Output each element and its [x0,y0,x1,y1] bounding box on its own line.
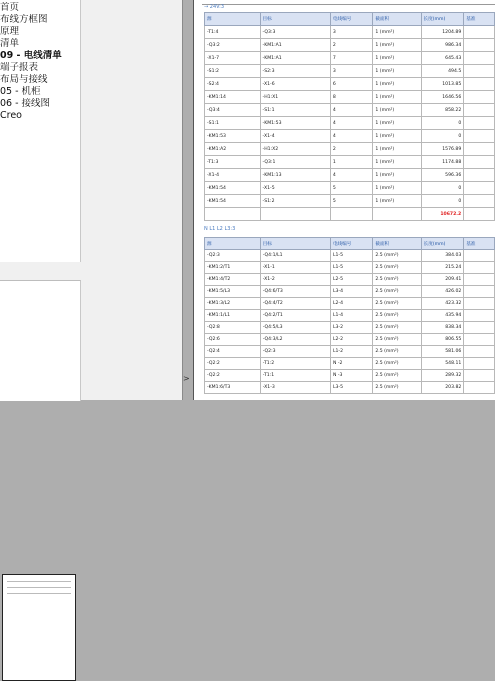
table-row [205,195,495,208]
table-cell: 423.32 [421,298,464,310]
table-cell: 1 [330,156,373,169]
table1-label: → 24V:3 [204,4,225,10]
table-cell: -T1:3 [205,156,261,169]
table-cell: 596.36 [421,169,464,182]
table-row [205,104,495,117]
page-header-line [202,0,495,5]
table-row [205,117,495,130]
expand-arrow-icon[interactable]: > [183,374,190,383]
tree-view [0,0,81,262]
table-cell: L2-4 [330,298,372,310]
table-cell: -Q2:3 [260,346,330,358]
tree-item[interactable]: 布局与接线 [0,74,48,85]
table-cell: 4 [330,169,373,182]
table-header-row [205,13,495,26]
table-cell [205,208,261,221]
table-cell: 4 [330,104,373,117]
table-cell: L1-5 [330,250,372,262]
table-cell: 2 [330,143,373,156]
table-cell: 806.55 [421,334,464,346]
table-cell: -S1:1 [205,117,261,130]
table-cell: 838.34 [421,322,464,334]
tree-item[interactable]: 06 - 接线图 [0,98,51,109]
table-cell: L1-2 [330,346,372,358]
column-header: 长度(mm) [421,238,464,250]
table-cell: 5 [330,182,373,195]
wire-table-power [204,237,495,394]
column-header: 目标 [260,13,330,26]
table-cell: -Q2:4 [205,346,261,358]
table-cell: N -2 [330,358,372,370]
table-cell: 209.41 [421,274,464,286]
table-row [205,310,495,322]
table-cell [464,286,495,298]
table-cell [464,104,495,117]
table-cell [464,358,495,370]
table-cell [464,169,495,182]
table-row [205,286,495,298]
table-cell [464,130,495,143]
table-cell: -KM1:2/T1 [205,262,261,274]
table-cell: 581.06 [421,346,464,358]
thumbnail-line [7,587,71,588]
table-cell [464,117,495,130]
table-cell: 0 [421,117,464,130]
table-cell: 1 (mm²) [373,39,421,52]
table-cell: 0 [421,130,464,143]
table-cell: L2-5 [330,274,372,286]
table-cell [464,346,495,358]
table-row [205,346,495,358]
table-cell: 7 [330,52,373,65]
table-cell [464,208,495,221]
table-cell: 2.5 (mm²) [373,274,421,286]
table-cell: -H1:X1 [260,91,330,104]
table-cell [373,208,421,221]
table-cell: 426.02 [421,286,464,298]
table-cell: -Q4:2/T1 [260,310,330,322]
table-cell: 2 [330,39,373,52]
table-cell: 1174.88 [421,156,464,169]
table-cell: -S1:2 [260,195,330,208]
table-row [205,156,495,169]
table-cell: -KM1:54 [205,182,261,195]
table-cell: -X1-7 [205,52,261,65]
table-cell: 1 (mm²) [373,104,421,117]
table-cell: -Q4:1/L1 [260,250,330,262]
table-cell: 1 (mm²) [373,130,421,143]
table-cell: L3-2 [330,322,372,334]
column-header: 长度(mm) [421,13,464,26]
table-cell: 494.5 [421,65,464,78]
table-cell: 1 (mm²) [373,156,421,169]
table-cell: L3-4 [330,286,372,298]
table-cell: -KM1:53 [205,130,261,143]
table-cell: -T1:1 [260,370,330,382]
table-cell: 1 (mm²) [373,143,421,156]
table-cell: 289.32 [421,370,464,382]
tree-item[interactable]: 端子报表 [0,62,39,73]
table-cell: -Q4:6/T3 [260,286,330,298]
table-cell: -S1:2 [205,65,261,78]
table-cell: -KM1:54 [205,195,261,208]
table-cell: 3 [330,65,373,78]
table-cell: -Q4:5/L3 [260,322,330,334]
table-row [205,262,495,274]
thumbnail-line [7,593,71,594]
table-cell: -X1-5 [260,182,330,195]
table-cell: 1 (mm²) [373,169,421,182]
table-cell: -KM1:3/L2 [205,298,261,310]
table-cell: 2.5 (mm²) [373,262,421,274]
table-cell: 1204.89 [421,26,464,39]
table-cell: 2.5 (mm²) [373,370,421,382]
table-cell: 1013.85 [421,78,464,91]
table-cell: 2.5 (mm²) [373,250,421,262]
table-cell: -X1-2 [260,274,330,286]
table-cell [464,310,495,322]
table-cell: -Q3:4 [205,104,261,117]
table-cell: -Q2:6 [205,334,261,346]
table-cell: 548.11 [421,358,464,370]
table-cell: -Q2:3 [205,250,261,262]
table-cell: -Q3:1 [260,156,330,169]
table-cell: 2.5 (mm²) [373,358,421,370]
thumbnail-line [7,581,71,582]
table-cell: 2.5 (mm²) [373,298,421,310]
table-row [205,274,495,286]
table-cell: 1 (mm²) [373,195,421,208]
table-cell: -Q3:2 [205,39,261,52]
table-cell: 4 [330,117,373,130]
table-row [205,130,495,143]
table-cell [464,370,495,382]
table-cell: 5 [330,195,373,208]
column-header: 截面积 [373,13,421,26]
column-header: 截面积 [373,238,421,250]
column-header: 基准 [464,13,495,26]
table-cell [260,208,330,221]
table-header-row [205,238,495,250]
table-row [205,182,495,195]
table-cell: -KM1:5/L3 [205,286,261,298]
thumbnail-pane [0,280,81,401]
table-cell: 1 (mm²) [373,117,421,130]
table-cell: 1 (mm²) [373,182,421,195]
table-cell: 1 (mm²) [373,65,421,78]
table-cell [464,262,495,274]
table-cell: L3-5 [330,382,372,394]
table-cell: 1576.89 [421,143,464,156]
table-cell: N -3 [330,370,372,382]
table-cell [464,195,495,208]
table-cell [464,274,495,286]
tree-item[interactable]: 09 - 电线清单 [0,50,62,61]
column-header: 电线编号 [330,238,372,250]
table-cell: 986.34 [421,39,464,52]
table-cell [464,250,495,262]
table-cell: 2.5 (mm²) [373,346,421,358]
table-row [205,358,495,370]
table-cell [464,91,495,104]
table-cell: 203.82 [421,382,464,394]
table-cell: 2.5 (mm²) [373,322,421,334]
table-cell [464,298,495,310]
table-cell: L2-2 [330,334,372,346]
table-cell: -KM1:A2 [205,143,261,156]
navigation-panel [0,0,183,400]
table-cell [464,39,495,52]
page-thumbnail[interactable] [2,574,76,681]
table-cell: -Q3:3 [260,26,330,39]
table-cell: -X1-3 [260,382,330,394]
table-cell: -KM1:13 [260,169,330,182]
table-row [205,26,495,39]
total-length: 10672.2 [421,208,464,221]
table-row [205,78,495,91]
table-cell [464,78,495,91]
table-cell: 0 [421,195,464,208]
table-row [205,65,495,78]
table-cell: 1 (mm²) [373,52,421,65]
table-row [205,370,495,382]
document-page [193,0,495,400]
table-cell: 215.24 [421,262,464,274]
table-cell [464,182,495,195]
table-cell: -S1:1 [260,104,330,117]
table-cell: -KM1:A1 [260,39,330,52]
table-cell: -KM1:6/T3 [205,382,261,394]
table-cell: 1 (mm²) [373,78,421,91]
table-cell [464,143,495,156]
table-cell: 1646.56 [421,91,464,104]
table-row [205,322,495,334]
table-cell: 645.43 [421,52,464,65]
column-header: 目标 [260,238,330,250]
table-row [205,143,495,156]
table-row [205,52,495,65]
wire-table-24v [204,12,495,221]
table-cell: -KM1:A1 [260,52,330,65]
table-cell: 384.03 [421,250,464,262]
table-cell: L1-5 [330,262,372,274]
table-cell: -H1:X2 [260,143,330,156]
column-header: 源 [205,238,261,250]
table-cell: -S2:4 [205,78,261,91]
table-cell: 858.22 [421,104,464,117]
table-cell: 8 [330,91,373,104]
table-cell: -Q4:4/T2 [260,298,330,310]
table-cell: -T1:4 [205,26,261,39]
table-cell: -X1-4 [260,130,330,143]
table-cell: -Q4:3/L2 [260,334,330,346]
table-row [205,334,495,346]
table-row [205,169,495,182]
table-cell [464,382,495,394]
table-cell [464,322,495,334]
table-cell: -KM1:1/L1 [205,310,261,322]
table-row [205,39,495,52]
tree-item[interactable]: 首页 [0,2,20,13]
column-header: 基准 [464,238,495,250]
column-header: 电线编号 [330,13,373,26]
table-row [205,250,495,262]
table-cell: 2.5 (mm²) [373,334,421,346]
table-cell [464,65,495,78]
table-row [205,298,495,310]
total-row [205,208,495,221]
table-cell [464,52,495,65]
table-cell: -Q2:2 [205,358,261,370]
table-cell: 2.5 (mm²) [373,286,421,298]
table-cell: 2.5 (mm²) [373,310,421,322]
table-cell: -X1-6 [260,78,330,91]
table-cell: -Q2:2 [205,370,261,382]
table-cell: 4 [330,130,373,143]
table-cell: L1-4 [330,310,372,322]
table-cell: 435.94 [421,310,464,322]
table-cell [330,208,373,221]
table-cell: 0 [421,182,464,195]
tree-item[interactable]: 原理 [0,26,20,37]
table-cell: -X1-4 [205,169,261,182]
tree-list [0,2,80,122]
table-cell: -KM1:53 [260,117,330,130]
table-cell: 3 [330,26,373,39]
table2-label: N L1 L2 L3:3 [204,226,236,232]
column-header: 源 [205,13,261,26]
tree-item[interactable]: 清单 [0,38,20,49]
table-cell: -KM1:14 [205,91,261,104]
table-cell [464,26,495,39]
table-cell: -X1-1 [260,262,330,274]
table-cell: -Q2:8 [205,322,261,334]
tree-item[interactable]: 布线方框图 [0,14,48,25]
table-cell: -T1:2 [260,358,330,370]
table-cell: 1 (mm²) [373,26,421,39]
table-cell: 6 [330,78,373,91]
table-cell: -S2:3 [260,65,330,78]
table-row [205,382,495,394]
tree-item[interactable]: 05 - 机柜 [0,86,41,97]
tree-item[interactable]: Creo [0,110,22,121]
table-row [205,91,495,104]
table-cell [464,334,495,346]
table-cell: 2.5 (mm²) [373,382,421,394]
table-cell: -KM1:4/T2 [205,274,261,286]
table-cell [464,156,495,169]
table-cell: 1 (mm²) [373,91,421,104]
